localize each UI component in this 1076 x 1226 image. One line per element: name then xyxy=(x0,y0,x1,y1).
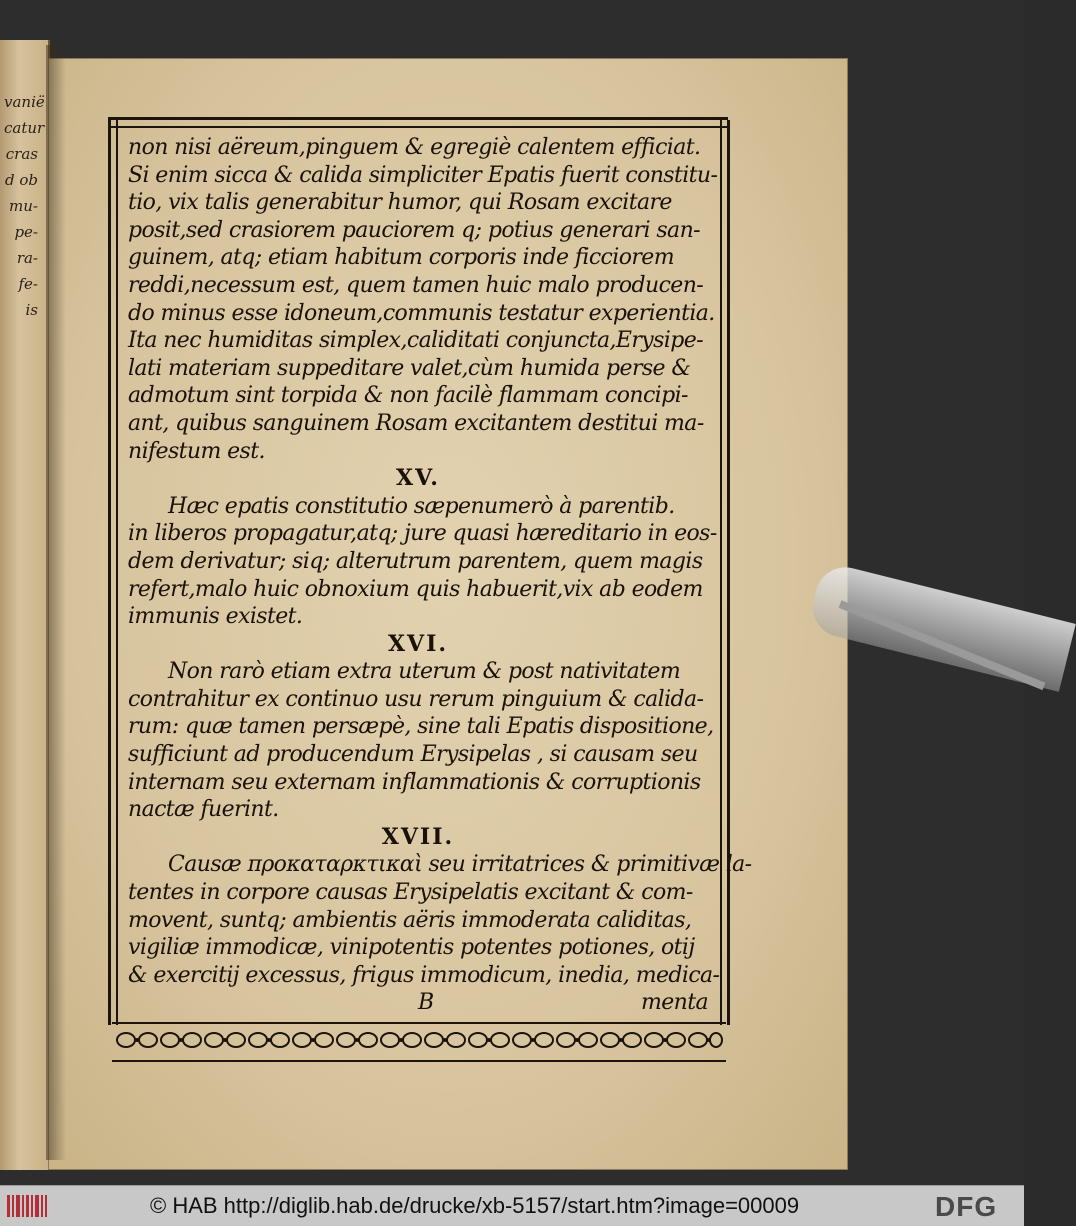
text-line: Causæ προκαταρκτικαὶ seu irritatrices & primitivæ la- xyxy=(168,852,752,878)
text-line: nifestum est. xyxy=(128,438,265,464)
barcode-icon xyxy=(6,1193,48,1219)
ornament-icon xyxy=(112,1024,726,1056)
text-line: internam seu externam inflammationis & corruptionis xyxy=(128,769,701,795)
facing-fragment: fe- xyxy=(18,275,38,293)
text-line: vigiliæ immodicæ, vinipotentis potentes potiones, otij xyxy=(128,935,695,961)
frame-top-rule xyxy=(108,117,728,128)
text-line: guinem, atq; etiam habitum corporis inde ficciorem xyxy=(128,245,674,271)
text-line: ant, quibus sanguinem Rosam excitantem destitui ma- xyxy=(128,410,704,436)
text-line: nactæ fuerint. xyxy=(128,797,279,823)
text-line: sufficiunt ad producendum Erysipelas , si causam seu xyxy=(128,742,698,768)
facing-fragment: ra- xyxy=(16,249,38,267)
frame-right-rule xyxy=(720,120,730,1025)
frame-left-rule xyxy=(108,120,118,1025)
dfg-logo: DFG xyxy=(935,1191,998,1222)
page-text xyxy=(128,134,752,1017)
text-line: reddi,necessum est, quem tamen huic malo producen- xyxy=(128,272,704,298)
text-line: in liberos propagatur,atq; jure quasi hæreditario in eos- xyxy=(128,521,717,547)
facing-fragment: mu- xyxy=(9,197,38,215)
signature-mark: B xyxy=(418,990,434,1016)
text-line: do minus esse idoneum,communis testatur experientia. xyxy=(128,300,715,326)
text-line: dem derivatur; siq; alterutrum parentem, quem magis xyxy=(128,548,703,574)
section-heading-xvi: XVI. xyxy=(387,630,449,657)
text-line: non nisi aëreum,pinguem & egregiè calentem efficiat. xyxy=(128,135,701,160)
page-footer xyxy=(128,989,708,1017)
text-line: immunis existet. xyxy=(128,604,303,630)
attribution-bar xyxy=(0,1185,1024,1226)
text-line: lati materiam suppeditare valet,cùm humida perse & xyxy=(128,355,691,381)
section-heading-xvii: XVII. xyxy=(381,823,455,850)
text-line: admotum sint torpida & non facilè flammam concipi- xyxy=(128,383,688,409)
text-line: Ita nec humiditas simplex,caliditati conjuncta,Erysipe- xyxy=(128,328,703,354)
text-line: posit,sed crasiorem pauciorem q; potius generari san- xyxy=(128,217,700,243)
attribution-link[interactable]: © HAB http://diglib.hab.de/drucke/xb-5157/start.htm?image=00009 xyxy=(150,1193,800,1218)
text-line: rum: quæ tamen persæpè, sine tali Epatis dispositione, xyxy=(128,714,714,740)
section-heading-xv: XV. xyxy=(396,465,440,492)
text-line: refert,malo huic obnoxium quis habuerit,vix ab eodem xyxy=(128,576,703,602)
text-line: movent, suntq; ambientis aëris immoderata caliditas, xyxy=(128,907,692,933)
facing-fragment: is xyxy=(25,301,38,319)
facing-fragment: cras xyxy=(5,145,38,163)
facing-page-edge xyxy=(0,40,50,1170)
text-line: tentes in corpore causas Erysipelatis excitant & com- xyxy=(128,880,693,906)
text-line: Hæc epatis constitutio sæpenumerò à parentib. xyxy=(168,493,675,519)
text-line: Si enim sicca & calida simpliciter Epatis fuerit constitu- xyxy=(128,162,718,188)
facing-fragment: vanië xyxy=(4,93,45,111)
gutter-shadow xyxy=(46,45,66,1160)
ornamental-border xyxy=(112,1022,726,1062)
facing-fragment: d ob xyxy=(4,171,38,189)
text-line: tio, vix talis generabitur humor, qui Rosam excitare xyxy=(128,190,672,216)
facing-fragment: pe- xyxy=(14,223,38,241)
text-line: & exercitij excessus, frigus immodicum, inedia, medica- xyxy=(128,962,720,988)
catchword: menta xyxy=(640,990,708,1016)
facing-fragment: catur xyxy=(4,119,45,137)
text-line: Non rarò etiam extra uterum & post nativitatem xyxy=(168,659,681,685)
text-line: contrahitur ex continuo usu rerum pinguium & calida- xyxy=(128,686,704,712)
